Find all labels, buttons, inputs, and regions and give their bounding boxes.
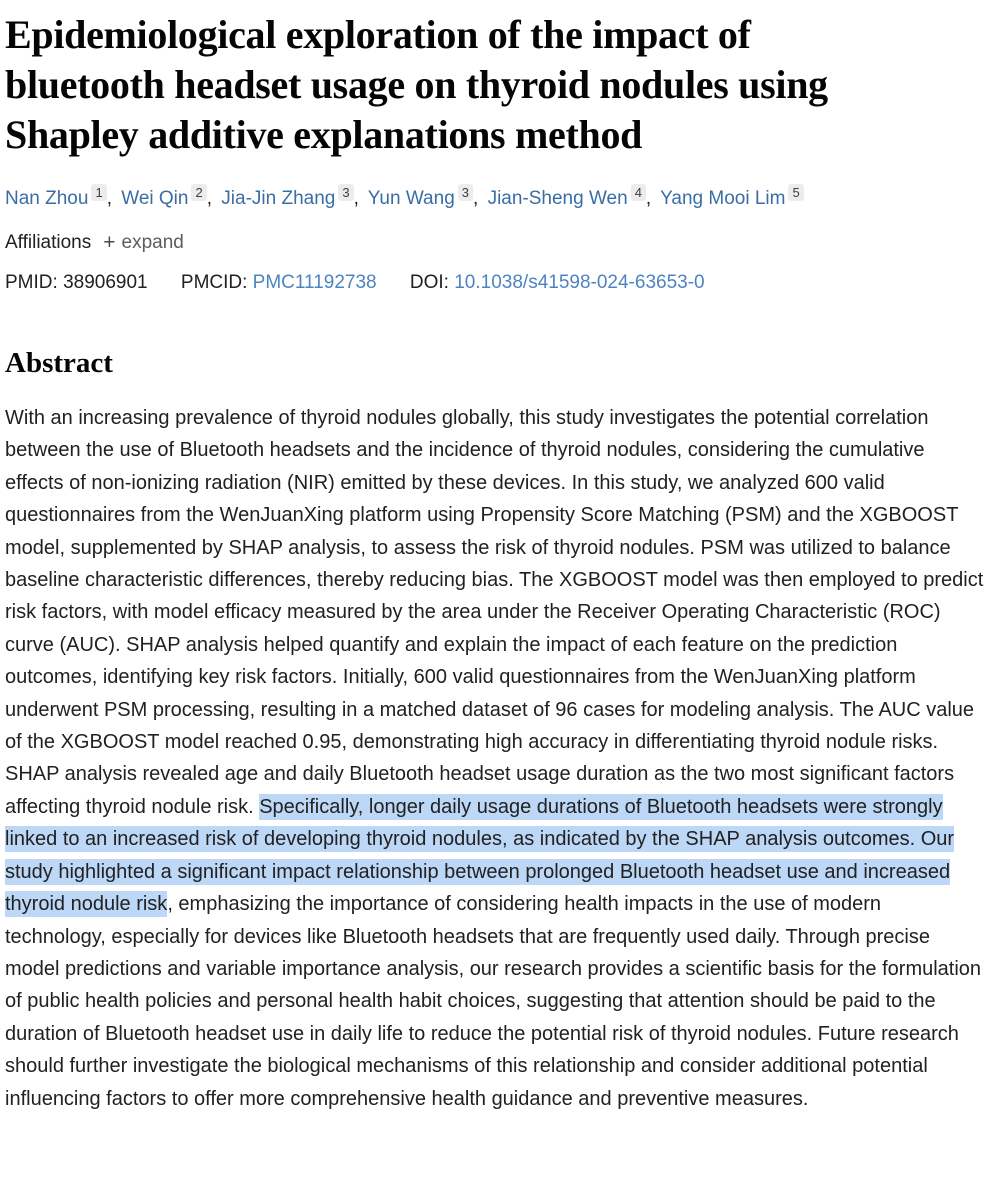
expand-label: expand xyxy=(121,232,184,253)
authors-list xyxy=(5,184,984,214)
affiliations-label: Affiliations xyxy=(5,232,92,253)
author-separator: , xyxy=(473,188,479,209)
author-superscript[interactable]: 3 xyxy=(458,184,473,201)
affiliations-expand-button[interactable] xyxy=(103,231,184,255)
abstract-text-before-highlight: With an increasing prevalence of thyroid nodules globally, this study investigates the potential correlation between the use of Bluetooth headsets and the incidence of thyroid nodules, considering the cumulative effects of non-ionizing radiation (NIR) emitted by these devices. In this study, we analyzed 600 valid questionnaires from the WenJuanXing platform using Propensity Score Matching (PSM) and the XGBOOST model, supplemented by SHAP analysis, to assess the risk of thyroid nodules. PSM was utilized to balance baseline characteristic differences, thereby reducing bias. The XGBOOST model was then employed to predict risk factors, with model efficacy measured by the area under the Receiver Operating Characteristic (ROC) curve (AUC). SHAP analysis helped quantify and explain the impact of each feature on the prediction outcomes, identifying key risk factors. Initially, 600 valid questionnaires from the WenJuanXing platform underwent PSM processing, resulting in a matched dataset of 96 cases for modeling analysis. The AUC value of the XGBOOST model reached 0.95, demonstrating high accuracy in differentiating thyroid nodule risks. SHAP analysis revealed age and daily Bluetooth headset usage duration as the two most significant factors affecting thyroid nodule risk. xyxy=(5,407,984,818)
author-item xyxy=(121,185,206,209)
author-link[interactable]: Jia-Jin Zhang xyxy=(221,188,336,209)
page-title-line-3: Shapley additive explanations method xyxy=(5,112,643,157)
affiliations-row xyxy=(5,230,984,256)
doi-group xyxy=(410,272,705,293)
page-title-line-2: bluetooth headset usage on thyroid nodules using xyxy=(5,62,828,107)
identifiers-row xyxy=(5,270,984,296)
author-link[interactable]: Yang Mooi Lim xyxy=(660,188,786,209)
author-link[interactable]: Nan Zhou xyxy=(5,188,89,209)
pmid-value: 38906901 xyxy=(63,272,148,293)
author-separator: , xyxy=(106,188,112,209)
author-link[interactable]: Yun Wang xyxy=(367,188,455,209)
abstract-highlighted-text: Specifically, longer daily usage durations of Bluetooth headsets were strongly linked to an increased risk of developing thyroid nodules, as indicated by the SHAP analysis outcomes. Our study highlighted a significant impact relationship between prolonged Bluetooth headset use and increased thyroid nodule risk xyxy=(5,795,955,916)
author-item xyxy=(221,185,353,209)
author-superscript[interactable]: 2 xyxy=(191,184,206,201)
author-superscript[interactable]: 1 xyxy=(91,184,106,201)
abstract-text xyxy=(5,402,984,1115)
author-item xyxy=(5,185,107,209)
author-superscript[interactable]: 3 xyxy=(338,184,353,201)
pmcid-label: PMCID: xyxy=(180,272,248,293)
author-item xyxy=(487,185,646,209)
author-superscript[interactable]: 5 xyxy=(788,184,803,201)
pmid-label: PMID: xyxy=(5,272,58,293)
author-separator: , xyxy=(645,188,652,209)
page-title xyxy=(5,10,984,160)
abstract-heading: Abstract xyxy=(5,347,113,379)
doi-link[interactable]: 10.1038/s41598-024-63653-0 xyxy=(454,272,705,293)
pmcid-link[interactable]: PMC11192738 xyxy=(252,272,377,293)
author-item xyxy=(367,185,473,209)
author-superscript[interactable]: 4 xyxy=(631,184,646,201)
page-title-line-1: Epidemiological exploration of the impact of xyxy=(5,12,751,57)
author-separator: , xyxy=(353,188,359,209)
plus-icon: + xyxy=(103,231,116,254)
author-item xyxy=(660,185,804,209)
pmid-group xyxy=(5,272,153,293)
pmcid-group xyxy=(181,272,382,293)
abstract-text-after-highlight: , emphasizing the importance of considering health impacts in the use of modern technology, especially for devices like Bluetooth headsets that are frequently used daily. Through precise model predictions and variable importance analysis, our research provides a scientific basis for the formulation of public health policies and personal health habit choices, suggesting that attention should be paid to the duration of Bluetooth headset use in daily life to reduce the potential risk of thyroid nodules. Future research should further investigate the biological mechanisms of this relationship and consider additional potential influencing factors to offer more comprehensive health guidance and preventive measures. xyxy=(5,893,982,1110)
author-separator: , xyxy=(206,188,212,209)
author-link[interactable]: Wei Qin xyxy=(121,188,189,209)
author-link[interactable]: Jian-Sheng Wen xyxy=(487,188,628,209)
doi-label: DOI: xyxy=(409,272,449,293)
